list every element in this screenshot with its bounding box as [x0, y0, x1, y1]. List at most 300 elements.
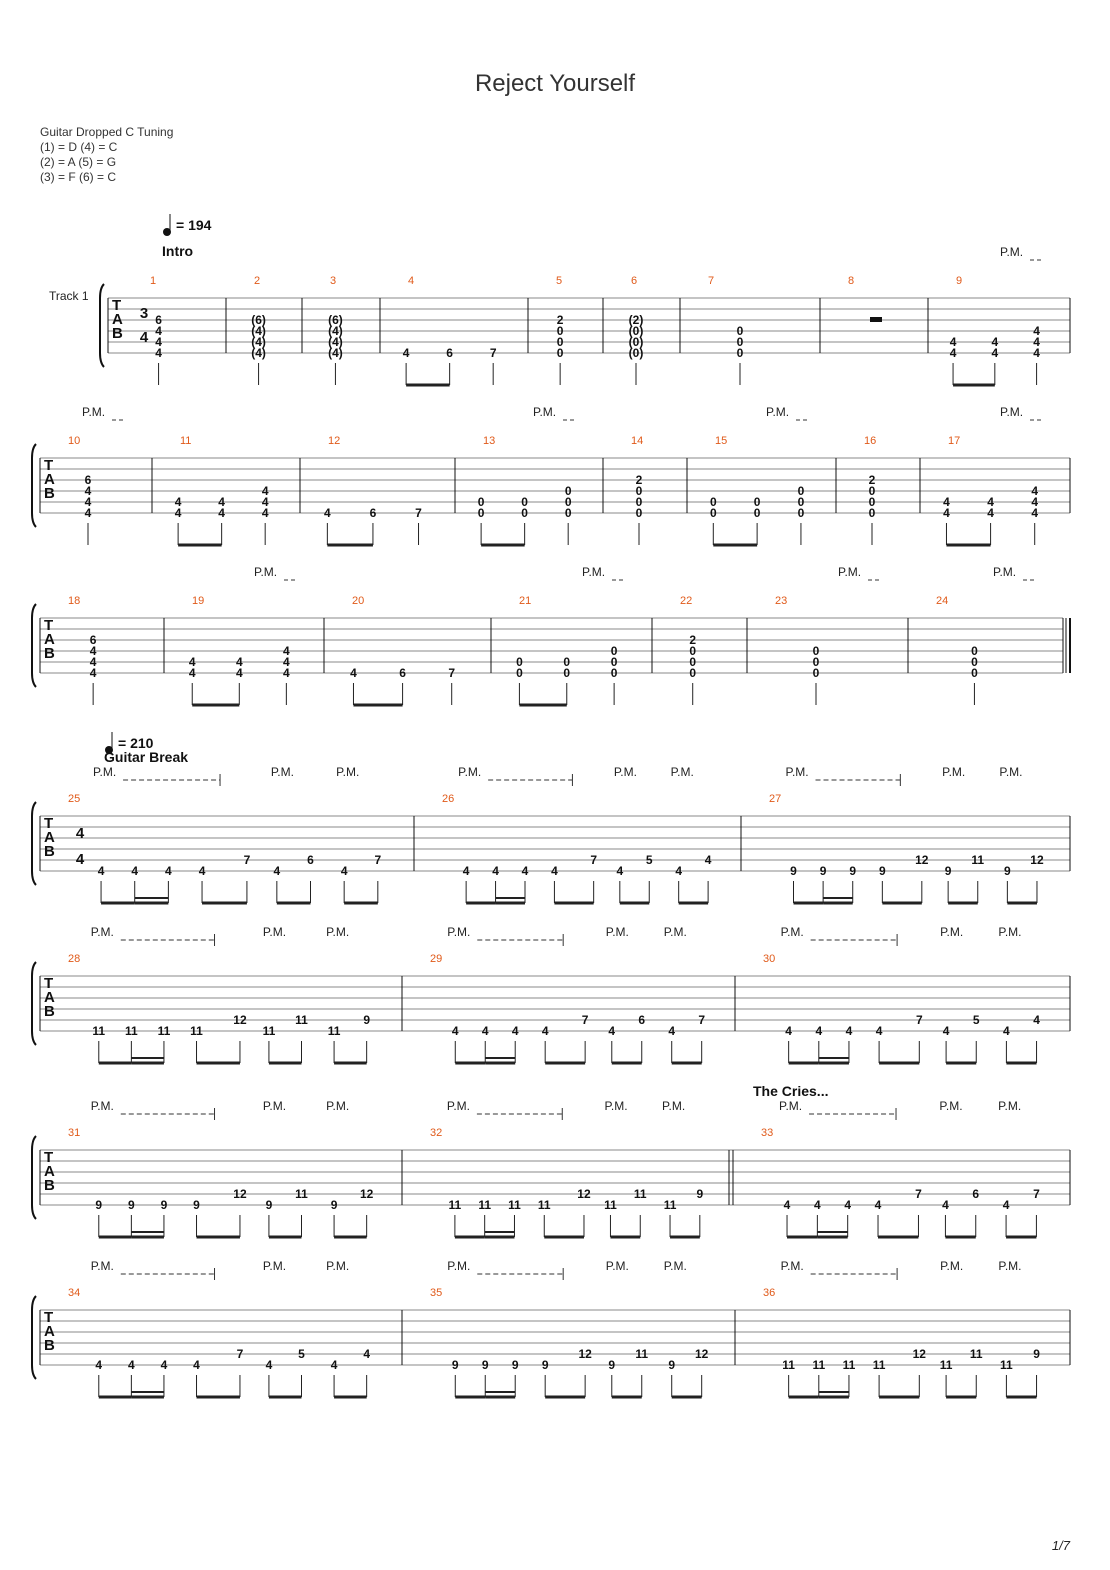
palm-mute-label: P.M. [766, 405, 790, 419]
fret-number: 4 [845, 1024, 853, 1038]
tab-clef-letter: B [44, 1003, 55, 1020]
palm-mute-label: P.M. [940, 1259, 964, 1273]
fret-number: 12 [359, 1187, 374, 1201]
fret-number: 6 [638, 1013, 646, 1027]
fret-number: 2 [556, 313, 564, 327]
fret-number: 0 [971, 666, 978, 680]
palm-mute-label: P.M. [779, 1099, 803, 1113]
fret-number: 9 [363, 1013, 371, 1027]
tab-clef-letter: A [44, 631, 55, 648]
fret-number: 4 [481, 1024, 489, 1038]
fret-number: 0 [689, 644, 697, 658]
fret-number: 0 [635, 495, 643, 509]
tab-clef-letter: A [112, 311, 123, 328]
palm-mute-label: P.M. [326, 1099, 350, 1113]
fret-number: 4 [160, 1358, 168, 1372]
time-signature-bottom: 4 [139, 329, 149, 346]
palm-mute-label: P.M. [262, 1259, 287, 1273]
fret-number: 4 [84, 506, 92, 520]
fret-number: 4 [165, 864, 172, 878]
fret-number: 12 [578, 1347, 592, 1361]
tempo-mark: = 210 [118, 735, 154, 751]
measure-number: 20 [352, 595, 365, 607]
fret-number: 4 [1031, 495, 1039, 509]
rest-symbol [870, 317, 882, 322]
fret-number: 4 [949, 346, 957, 360]
fret-number: 4 [218, 495, 225, 509]
fret-number: 9 [95, 1198, 103, 1212]
fret-number: 4 [785, 1024, 792, 1038]
fret-number: 4 [1033, 335, 1040, 349]
measure-number: 16 [864, 435, 877, 447]
fret-number: 7 [489, 346, 497, 360]
fret-number: 11 [295, 1187, 308, 1201]
measure-number: 27 [769, 793, 782, 805]
measure-number: 17 [948, 435, 961, 447]
palm-mute-label: P.M. [458, 765, 482, 779]
fret-number: 4 [218, 506, 225, 520]
fret-number: 7 [1033, 1187, 1040, 1201]
measure-number: 32 [430, 1127, 443, 1139]
fret-number: 9 [608, 1358, 616, 1372]
fret-number: 4 [283, 666, 290, 680]
palm-mute-label: P.M. [662, 1099, 686, 1113]
fret-number: 9 [451, 1358, 459, 1372]
fret-number: 9 [878, 864, 886, 878]
fret-number: 4 [84, 484, 92, 498]
fret-number: 4 [675, 864, 683, 878]
palm-mute-label: P.M. [254, 565, 278, 579]
fret-number: 4 [943, 495, 950, 509]
measure-number: 15 [715, 435, 728, 447]
fret-number: 4 [942, 1024, 950, 1038]
fret-number: 4 [462, 864, 470, 878]
system-bracket [32, 802, 36, 885]
palm-mute-label: P.M. [336, 765, 360, 779]
fret-number: 4 [987, 495, 994, 509]
fret-number: 0 [868, 506, 876, 520]
tuning-line-3: (3) = F (6) = C [40, 170, 117, 184]
fret-number: 7 [243, 853, 251, 867]
tab-clef-letter: B [44, 645, 55, 662]
fret-number: 12 [915, 853, 929, 867]
tempo-mark: = 194 [176, 217, 212, 233]
track-label: Track 1 [49, 289, 89, 303]
fret-number: 12 [233, 1013, 247, 1027]
fret-number: 0 [556, 335, 564, 349]
fret-number: 0 [689, 666, 697, 680]
fret-number: 0 [812, 655, 820, 669]
palm-mute-label: P.M. [582, 565, 606, 579]
fret-number: 4 [128, 1358, 135, 1372]
palm-mute-label: P.M. [262, 1099, 287, 1113]
fret-number: 11 [971, 853, 985, 867]
fret-number: 9 [128, 1198, 135, 1212]
tab-clef-letter: B [112, 325, 123, 342]
tempo-note [163, 228, 171, 236]
fret-number: 0 [689, 655, 697, 669]
measure-number: 23 [775, 595, 788, 607]
fret-number: 4 [235, 655, 243, 669]
fret-number: 4 [330, 1358, 338, 1372]
measure-number: 24 [936, 595, 949, 607]
system-bracket [32, 962, 36, 1045]
fret-number: 9 [1004, 864, 1011, 878]
fret-number: 0 [753, 506, 761, 520]
fret-number: 12 [233, 1187, 247, 1201]
palm-mute-label: P.M. [605, 925, 629, 939]
fret-number: 4 [265, 1358, 273, 1372]
fret-number: 0 [563, 655, 571, 669]
fret-number: 2 [689, 633, 697, 647]
fret-number: 9 [541, 1358, 549, 1372]
fret-number: 9 [790, 864, 797, 878]
fret-number: 7 [415, 506, 422, 520]
measure-number: 18 [68, 595, 81, 607]
fret-number: 12 [577, 1187, 591, 1201]
fret-number: 4 [402, 346, 410, 360]
fret-number: (4) [251, 346, 266, 360]
fret-number: 6 [972, 1187, 980, 1201]
fret-number: 4 [131, 864, 139, 878]
fret-number: 11 [448, 1198, 462, 1212]
fret-number: 0 [610, 655, 618, 669]
palm-mute-label: P.M. [90, 925, 114, 939]
palm-mute-label: P.M. [998, 1099, 1022, 1113]
fret-number: 4 [1031, 506, 1039, 520]
fret-number: 4 [511, 1024, 519, 1038]
fret-number: 0 [709, 495, 717, 509]
fret-number: 4 [668, 1024, 676, 1038]
fret-number: 4 [1031, 484, 1039, 498]
palm-mute-label: P.M. [604, 1099, 628, 1113]
palm-mute-label: P.M. [838, 565, 862, 579]
palm-mute-label: P.M. [93, 765, 117, 779]
tab-clef-letter: T [112, 297, 122, 314]
fret-number: 9 [668, 1358, 676, 1372]
palm-mute-label: P.M. [939, 1099, 963, 1113]
measure-number: 9 [956, 275, 963, 287]
fret-number: (4) [251, 335, 266, 349]
fret-number: 4 [987, 506, 994, 520]
measure-number: 5 [556, 275, 563, 287]
palm-mute-label: P.M. [270, 765, 294, 779]
measure-number: 3 [330, 275, 337, 287]
tab-clef-letter: A [44, 829, 55, 846]
fret-number: (2) [628, 313, 644, 327]
fret-number: 4 [1033, 324, 1040, 338]
palm-mute-label: P.M. [663, 925, 687, 939]
system-bracket [32, 604, 36, 687]
fret-number: 11 [92, 1024, 106, 1038]
fret-number: 7 [590, 853, 598, 867]
tab-clef-letter: A [44, 989, 55, 1006]
fret-number: 11 [295, 1013, 308, 1027]
fret-number: 0 [971, 644, 978, 658]
fret-number: 11 [969, 1347, 983, 1361]
fret-number: 9 [696, 1187, 704, 1201]
measure-number: 22 [680, 595, 693, 607]
fret-number: 4 [492, 864, 499, 878]
fret-number: 4 [235, 666, 243, 680]
fret-number: 11 [190, 1024, 203, 1038]
fret-number: 11 [327, 1024, 341, 1038]
fret-number: 4 [1002, 1198, 1010, 1212]
measure-number: 12 [328, 435, 341, 447]
fret-number: 4 [1033, 1013, 1040, 1027]
fret-number: (4) [328, 346, 343, 360]
fret-number: 9 [1033, 1347, 1040, 1361]
fret-number: 0 [521, 506, 528, 520]
fret-number: 5 [972, 1013, 980, 1027]
fret-number: 4 [991, 335, 999, 349]
palm-mute-label: P.M. [940, 925, 964, 939]
fret-number: 7 [374, 853, 382, 867]
fret-number: 11 [125, 1024, 138, 1038]
fret-number: 4 [155, 335, 162, 349]
fret-number: 0 [797, 506, 805, 520]
measure-number: 11 [180, 435, 192, 447]
palm-mute-label: P.M. [326, 1259, 350, 1273]
fret-number: 4 [991, 346, 999, 360]
fret-number: 7 [236, 1347, 244, 1361]
fret-number: 0 [516, 655, 523, 669]
fret-number: 2 [635, 473, 643, 487]
fret-number: 4 [874, 1198, 882, 1212]
palm-mute-label: P.M. [447, 1259, 471, 1273]
measure-number: 30 [763, 953, 776, 965]
fret-number: 9 [160, 1198, 168, 1212]
section-label: The Cries... [753, 1083, 829, 1099]
fret-number: 6 [307, 853, 314, 867]
fret-number: 11 [782, 1358, 795, 1372]
fret-number: 9 [193, 1198, 200, 1212]
song-title: Reject Yourself [474, 70, 636, 97]
fret-number: 11 [604, 1198, 617, 1212]
measure-number: 25 [68, 793, 81, 805]
fret-number: 4 [875, 1024, 883, 1038]
palm-mute-label: P.M. [90, 1099, 114, 1113]
fret-number: 9 [849, 864, 857, 878]
time-signature-top: 4 [75, 825, 85, 842]
fret-number: 11 [635, 1347, 649, 1361]
fret-number: 4 [363, 1347, 371, 1361]
fret-number: 0 [516, 666, 523, 680]
tab-clef-letter: T [44, 815, 54, 832]
fret-number: 4 [273, 864, 281, 878]
fret-number: 4 [1003, 1024, 1010, 1038]
fret-number: 11 [478, 1198, 492, 1212]
fret-number: 11 [939, 1358, 953, 1372]
fret-number: (4) [328, 324, 343, 338]
tab-clef-letter: T [44, 1149, 54, 1166]
measure-number: 21 [519, 595, 532, 607]
measure-number: 19 [192, 595, 205, 607]
palm-mute-label: P.M. [670, 765, 694, 779]
palm-mute-label: P.M. [90, 1259, 114, 1273]
fret-number: 4 [704, 853, 712, 867]
palm-mute-label: P.M. [942, 765, 966, 779]
fret-number: 7 [698, 1013, 706, 1027]
fret-number: 4 [95, 1358, 103, 1372]
fret-number: 4 [155, 324, 162, 338]
fret-number: 12 [912, 1347, 926, 1361]
fret-number: 4 [84, 495, 92, 509]
fret-number: (0) [628, 346, 644, 360]
measure-number: 8 [848, 275, 855, 287]
fret-number: 9 [819, 864, 827, 878]
tab-clef-letter: B [44, 1337, 55, 1354]
fret-number: 0 [971, 655, 978, 669]
fret-number: 6 [399, 666, 406, 680]
tab-clef-letter: T [44, 457, 54, 474]
fret-number: 4 [174, 495, 182, 509]
fret-number: 0 [812, 644, 820, 658]
palm-mute-label: P.M. [447, 925, 471, 939]
fret-number: 0 [812, 666, 820, 680]
fret-number: 4 [943, 506, 950, 520]
fret-number: 6 [446, 346, 453, 360]
fret-number: 4 [193, 1358, 200, 1372]
palm-mute-label: P.M. [82, 405, 106, 419]
fret-number: 0 [736, 346, 744, 360]
tuning-line-1: (1) = D (4) = C [40, 140, 118, 154]
fret-number: 0 [736, 324, 744, 338]
fret-number: 9 [481, 1358, 489, 1372]
fret-number: 0 [564, 506, 572, 520]
measure-number: 14 [631, 435, 644, 447]
fret-number: 11 [812, 1358, 826, 1372]
fret-number: (4) [251, 324, 266, 338]
palm-mute-label: P.M. [613, 765, 637, 779]
fret-number: 11 [537, 1198, 551, 1212]
palm-mute-label: P.M. [533, 405, 557, 419]
fret-number: 4 [188, 666, 196, 680]
fret-number: 11 [663, 1198, 677, 1212]
palm-mute-label: P.M. [785, 765, 809, 779]
system-bracket [32, 444, 36, 527]
fret-number: 4 [283, 655, 290, 669]
palm-mute-label: P.M. [262, 925, 287, 939]
fret-number: 7 [915, 1013, 923, 1027]
fret-number: 0 [797, 495, 805, 509]
fret-number: 0 [610, 644, 618, 658]
fret-number: (4) [328, 335, 343, 349]
fret-number: 4 [815, 1024, 823, 1038]
time-signature-top: 3 [139, 305, 149, 322]
fret-number: 11 [1000, 1358, 1013, 1372]
tab-clef-letter: T [44, 975, 54, 992]
tab-clef-letter: T [44, 617, 54, 634]
fret-number: 7 [581, 1013, 589, 1027]
fret-number: 4 [324, 506, 331, 520]
fret-number: 7 [915, 1187, 922, 1201]
fret-number: 0 [477, 495, 485, 509]
fret-number: (0) [628, 335, 644, 349]
measure-number: 4 [408, 275, 415, 287]
fret-number: 0 [521, 495, 528, 509]
fret-number: 9 [944, 864, 952, 878]
measure-number: 28 [68, 953, 81, 965]
measure-number: 13 [483, 435, 496, 447]
fret-number: 9 [265, 1198, 273, 1212]
fret-number: 11 [262, 1024, 276, 1038]
fret-number: 0 [635, 506, 643, 520]
fret-number: 4 [551, 864, 558, 878]
fret-number: 4 [97, 864, 105, 878]
fret-number: 6 [89, 633, 97, 647]
palm-mute-label: P.M. [998, 1259, 1022, 1273]
tab-clef-letter: B [44, 485, 55, 502]
measure-number: 7 [708, 275, 715, 287]
fret-number: 4 [616, 864, 624, 878]
measure-number: 1 [150, 275, 157, 287]
measure-number: 33 [761, 1127, 774, 1139]
fret-number: 4 [89, 655, 97, 669]
fret-number: 11 [157, 1024, 171, 1038]
section-label: Intro [162, 243, 194, 259]
fret-number: 4 [174, 506, 182, 520]
system-bracket [100, 284, 104, 367]
fret-number: 4 [188, 655, 196, 669]
fret-number: 5 [645, 853, 653, 867]
fret-number: 4 [541, 1024, 549, 1038]
fret-number: 2 [868, 473, 876, 487]
fret-number: 5 [298, 1347, 305, 1361]
fret-number: 4 [350, 666, 357, 680]
fret-number: 4 [340, 864, 348, 878]
palm-mute-label: P.M. [993, 565, 1017, 579]
tab-clef-letter: B [44, 1177, 55, 1194]
fret-number: 0 [736, 335, 744, 349]
fret-number: 4 [283, 644, 290, 658]
fret-number: 4 [844, 1198, 852, 1212]
tab-clef-letter: A [44, 1163, 55, 1180]
fret-number: 4 [1033, 346, 1040, 360]
fret-number: 4 [451, 1024, 459, 1038]
measure-number: 31 [68, 1127, 81, 1139]
palm-mute-label: P.M. [999, 765, 1023, 779]
tuning-name: Guitar Dropped C Tuning [40, 125, 174, 139]
fret-number: 4 [198, 864, 206, 878]
system-bracket [32, 1136, 36, 1219]
palm-mute-label: P.M. [998, 925, 1022, 939]
measure-number: 36 [763, 1287, 776, 1299]
fret-number: 11 [872, 1358, 886, 1372]
measure-number: 29 [430, 953, 443, 965]
fret-number: 4 [155, 346, 162, 360]
fret-number: 7 [448, 666, 456, 680]
fret-number: 0 [753, 495, 761, 509]
fret-number: 0 [610, 666, 618, 680]
palm-mute-label: P.M. [780, 1259, 804, 1273]
tuning-line-2: (2) = A (5) = G [40, 155, 117, 169]
fret-number: 11 [633, 1187, 647, 1201]
fret-number: 4 [261, 506, 269, 520]
measure-number: 2 [254, 275, 261, 287]
time-signature-bottom: 4 [75, 851, 85, 868]
fret-number: 11 [508, 1198, 521, 1212]
fret-number: 0 [797, 484, 805, 498]
fret-number: 4 [783, 1198, 791, 1212]
fret-number: 0 [477, 506, 485, 520]
tab-clef-letter: A [44, 1323, 55, 1340]
fret-number: (6) [328, 313, 343, 327]
fret-number: 11 [842, 1358, 856, 1372]
fret-number: 6 [84, 473, 92, 487]
fret-number: 0 [564, 495, 572, 509]
tab-clef-letter: B [44, 843, 55, 860]
